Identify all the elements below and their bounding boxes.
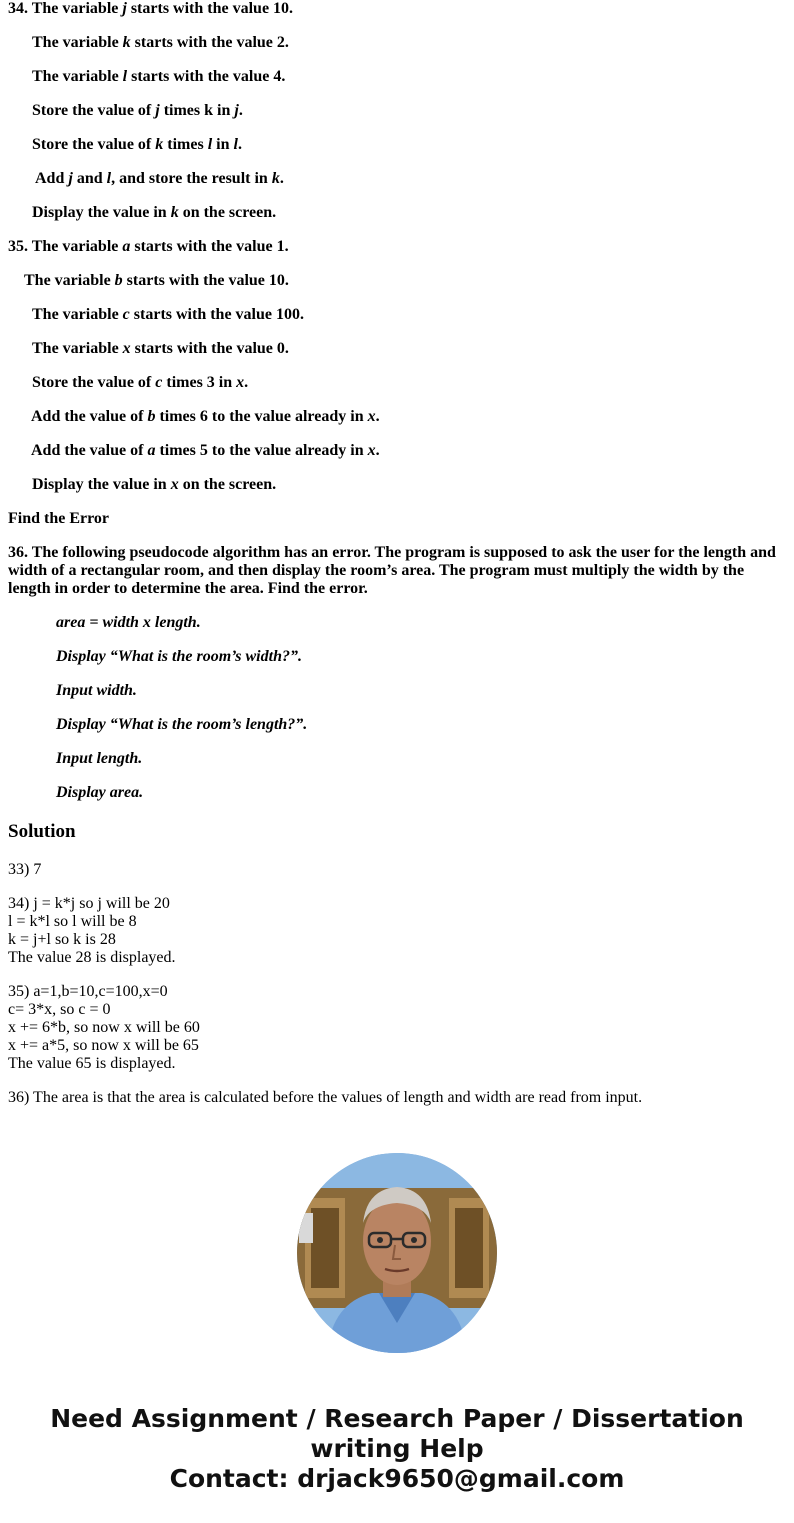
q35-line-2: The variable b starts with the value 10. bbox=[24, 272, 289, 289]
q35-line-3: The variable c starts with the value 100. bbox=[32, 306, 304, 323]
q34-line-4: Store the value of j times k in j. bbox=[32, 102, 243, 119]
promo-line-1: Need Assignment / Research Paper / Dissertation bbox=[50, 1404, 744, 1433]
q35-line-4: The variable x starts with the value 0. bbox=[32, 340, 289, 357]
author-photo-icon bbox=[297, 1153, 497, 1353]
q35-line-5: Store the value of c times 3 in x. bbox=[32, 374, 249, 391]
q35-line-6: Add the value of b times 6 to the value already in x. bbox=[31, 408, 380, 425]
pseudocode-line: area = width x length. bbox=[56, 614, 201, 631]
solution-heading: Solution bbox=[8, 821, 76, 842]
answer-35-line: x += 6*b, so now x will be 60 bbox=[8, 1019, 200, 1036]
answer-34 bbox=[8, 895, 176, 967]
q35-line-7: Add the value of a times 5 to the value already in x. bbox=[31, 442, 380, 459]
answer-35-line: c= 3*x, so c = 0 bbox=[8, 1001, 111, 1018]
promo-contact: Contact: drjack9650@gmail.com bbox=[169, 1464, 625, 1493]
q36-prompt: 36. The following pseudocode algorithm has an error. The program is supposed to ask the user for the length and width of a rectangular room, and then display the room’s area. The program must multiply the width by the length in order to determine the area. Find the error. bbox=[8, 544, 776, 597]
answer-34-line: The value 28 is displayed. bbox=[8, 949, 176, 966]
q34-line-2: The variable k starts with the value 2. bbox=[32, 34, 289, 51]
q34-line-7: Display the value in k on the screen. bbox=[32, 204, 277, 221]
pseudocode-line: Input length. bbox=[56, 750, 143, 767]
q35-line-1: 35. The variable a starts with the value 1. bbox=[8, 238, 289, 255]
pseudocode-line: Display area. bbox=[56, 784, 144, 801]
answer-34-line: 34) j = k*j so j will be 20 bbox=[8, 895, 170, 912]
answer-35 bbox=[8, 983, 200, 1073]
q34-line-6: Add j and l, and store the result in k. bbox=[35, 170, 284, 187]
author-avatar bbox=[297, 1153, 497, 1353]
answer-33: 33) 7 bbox=[8, 861, 42, 878]
answer-35-line: 35) a=1,b=10,c=100,x=0 bbox=[8, 983, 168, 1000]
q35-line-8: Display the value in x on the screen. bbox=[32, 476, 277, 493]
answer-34-line: l = k*l so l will be 8 bbox=[8, 913, 137, 930]
pseudocode-line: Input width. bbox=[56, 682, 137, 699]
promo-line-2: writing Help bbox=[310, 1434, 484, 1463]
pseudocode-line: Display “What is the room’s width?”. bbox=[56, 648, 302, 665]
answer-34-line: k = j+l so k is 28 bbox=[8, 931, 116, 948]
answer-36: 36) The area is that the area is calculated before the values of length and width are read from input. bbox=[8, 1089, 643, 1106]
answer-35-line: x += a*5, so now x will be 65 bbox=[8, 1037, 199, 1054]
q34-line-3: The variable l starts with the value 4. bbox=[32, 68, 286, 85]
pseudocode-line: Display “What is the room’s length?”. bbox=[56, 716, 308, 733]
find-error-heading: Find the Error bbox=[8, 510, 110, 527]
answer-35-line: The value 65 is displayed. bbox=[8, 1055, 176, 1072]
q34-line-5: Store the value of k times l in l. bbox=[32, 136, 242, 153]
q34-line-1: 34. The variable j starts with the value 10. bbox=[8, 0, 294, 17]
